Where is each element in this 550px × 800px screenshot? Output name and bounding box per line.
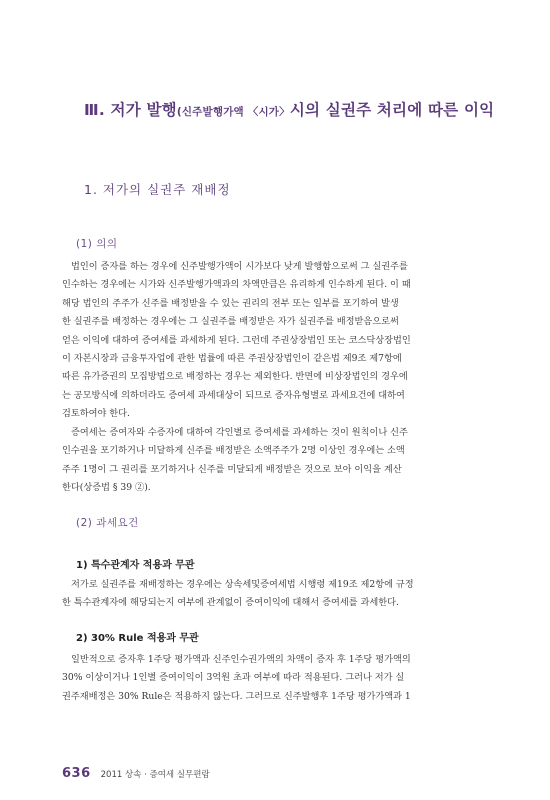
paragraph-line: 인수하는 경우에는 시가와 신주발행가액과의 차액만큼은 유리하게 인수하게 된다. 이 때 — [62, 279, 411, 291]
item-title-30-rule: 2) 30% Rule 적용과 무관 — [76, 633, 199, 644]
section-title: 1. 저가의 실권주 재배정 — [84, 182, 231, 197]
paragraph-line: 는 공모방식에 의하더라도 증여세 과세대상이 되므로 증자유형별로 과세요건에 대하여 — [62, 389, 405, 401]
footer-book-title: 2011 상속 · 증여세 실무편람 — [100, 770, 210, 780]
paragraph-line: 해당 법인의 주주가 신주를 배정받을 수 있는 권리의 전부 또는 일부를 포기하여 발생 — [62, 297, 399, 309]
chapter-title-end: 시의 실권주 처리에 따른 이익 — [289, 101, 495, 119]
item-title-special-relation: 1) 특수관계자 적용과 무관 — [76, 560, 195, 571]
paragraph-4 — [62, 651, 486, 706]
paragraph-line: 일반적으로 증자후 1주당 평가액과 신주인수권가액의 차액이 증자 후 1주당 평가액의 — [71, 654, 411, 665]
paragraph-line: 따른 유가증권의 모집방법으로 배정하는 경우는 제외한다. 반면에 비상장법인의 경우에 — [62, 371, 408, 383]
chapter-title — [84, 98, 524, 120]
subsection-title-meaning: (1) 의의 — [76, 238, 118, 250]
paragraph-line: 증여세는 증여자와 수증자에 대하여 각인별로 증여세를 과세하는 것이 원칙이나 신주 — [71, 427, 408, 438]
paragraph-line: 저가로 실권주를 재배정하는 경우에는 상속세및증여세법 시행령 제19조 제2항에 규정 — [71, 579, 414, 590]
chapter-title-note: (신주발행가액 〈시가〉 — [176, 106, 290, 118]
paragraph-2 — [62, 424, 486, 498]
paragraph-line: 주주 1명이 그 권리를 포기하거나 신주를 미달되게 배정받은 것으로 보아 이익을 계산 — [62, 463, 402, 475]
paragraph-line: 권주재배정은 30% Rule은 적용하지 않는다. 그러므로 신주발행후 1주당 평가가액과 1 — [62, 690, 411, 702]
paragraph-line: 이 자본시장과 금융투자업에 관한 법률에 따른 주권상장법인이 같은법 제9조 제7항에 — [62, 353, 402, 365]
paragraph-line: 한다(상증법 § 39 ②). — [62, 482, 151, 494]
paragraph-line: 30% 이상이거나 1인별 증여이익이 3억원 초과 여부에 따라 적용된다. 그러나 저가 실 — [62, 672, 405, 684]
chapter-title-main: Ⅲ. 저가 발행 — [84, 101, 177, 119]
paragraph-1 — [62, 258, 486, 424]
paragraph-3 — [62, 576, 486, 613]
paragraph-line: 한 특수관계자에 해당되는지 여부에 관계없이 증여이익에 대해서 증여세를 과세한다. — [62, 597, 399, 609]
paragraph-line: 얻은 이익에 대하여 증여세를 과세하게 된다. 그런데 주권상장법인 또는 코스닥상장법인 — [62, 334, 411, 346]
page-number: 636 — [62, 766, 91, 781]
paragraph-line: 한 실권주를 배정하는 경우에는 그 실권주를 배정받은 자가 실권주를 배정받음으로써 — [62, 316, 399, 328]
paragraph-line: 인수권을 포기하거나 미달하게 신주를 배정받은 소액주주가 2명 이상인 경우에는 소액 — [62, 445, 405, 457]
paragraph-line: 법인이 증자를 하는 경우에 신주발행가액이 시가보다 낮게 발행함으로써 그 실권주를 — [71, 261, 408, 272]
paragraph-line: 검토하여야 한다. — [62, 408, 130, 420]
page-footer — [62, 762, 210, 781]
subsection-title-requirements: (2) 과세요건 — [76, 517, 139, 529]
